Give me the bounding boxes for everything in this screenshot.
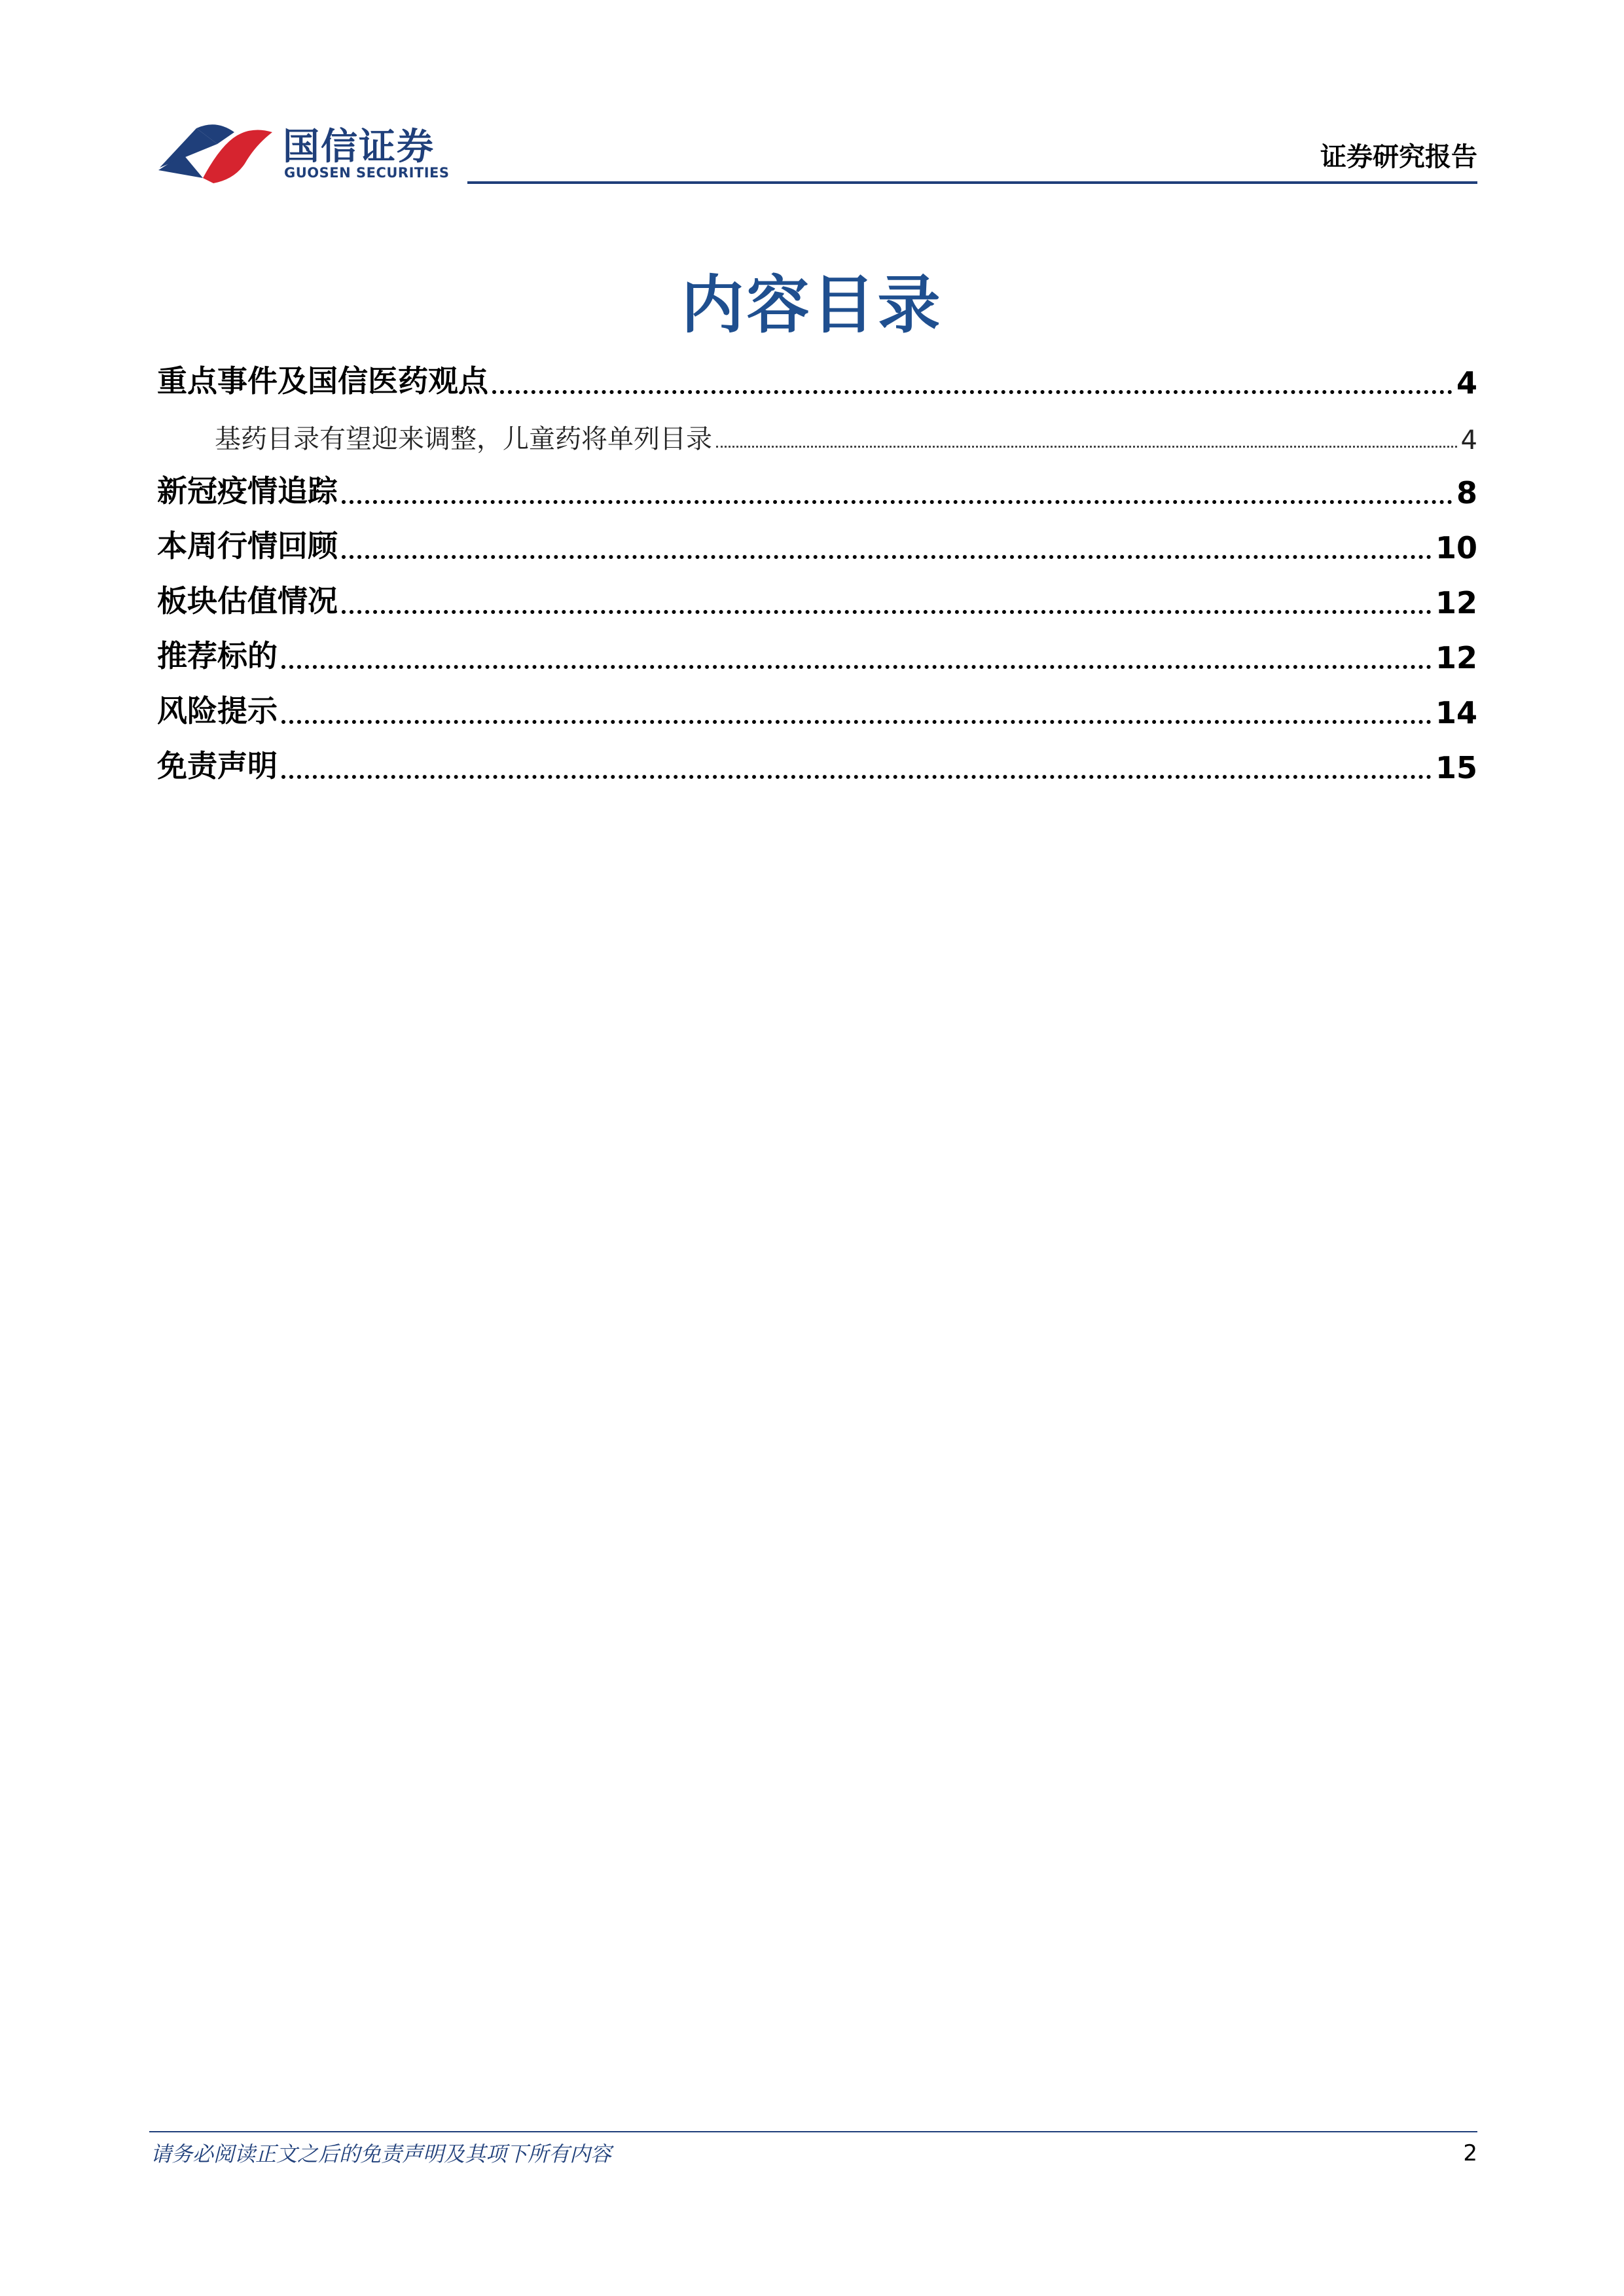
- toc-entry-page: 4: [1456, 365, 1477, 401]
- toc-entry-label: 风险提示: [157, 693, 278, 728]
- toc-entry-page: 4: [1460, 425, 1477, 456]
- page-title: 内容目录: [681, 268, 943, 342]
- toc-leader-dots: [492, 390, 1453, 394]
- header-divider: [467, 181, 1477, 184]
- toc-entry-risk-warning[interactable]: [157, 675, 1477, 730]
- toc-entry-label: 推荐标的: [157, 638, 278, 673]
- footer-divider: [149, 2131, 1477, 2132]
- toc-entry-market-review[interactable]: [157, 511, 1477, 565]
- logo-text-cn: 国信证券: [283, 126, 435, 168]
- toc-entry-label: 本周行情回顾: [157, 528, 338, 564]
- toc-leader-dots: [281, 775, 1432, 779]
- toc-entry-label: 免责声明: [157, 748, 278, 783]
- toc-entry-essential-drug-list[interactable]: [157, 401, 1477, 456]
- toc-leader-dots: [281, 665, 1432, 669]
- toc-entry-page: 12: [1435, 585, 1477, 620]
- toc-entry-label: 重点事件及国信医药观点: [157, 363, 488, 399]
- toc-entry-valuation[interactable]: [157, 565, 1477, 620]
- toc-entry-covid-tracking[interactable]: [157, 456, 1477, 511]
- toc-leader-dots: [342, 610, 1432, 614]
- toc-entry-label: 基药目录有望迎来调整，儿童药将单列目录: [215, 424, 712, 454]
- toc-leader-dots: [716, 446, 1457, 448]
- report-type: 证券研究报告: [1320, 142, 1477, 172]
- toc-entry-page: 12: [1435, 640, 1477, 675]
- footer-disclaimer-note: 请务必阅读正文之后的免责声明及其项下所有内容: [151, 2142, 612, 2166]
- toc-entry-recommendations[interactable]: [157, 620, 1477, 675]
- toc-entry-label: 板块估值情况: [157, 583, 338, 619]
- toc-leader-dots: [281, 720, 1432, 724]
- toc-entry-page: 8: [1456, 475, 1477, 511]
- guosen-logo-icon: [157, 115, 275, 187]
- toc-entry-disclaimer[interactable]: [157, 730, 1477, 785]
- page-number: 2: [1463, 2140, 1477, 2166]
- guosen-logo: [157, 115, 450, 187]
- toc-entry-key-events[interactable]: [157, 346, 1477, 401]
- toc-entry-page: 15: [1435, 750, 1477, 785]
- toc-entry-page: 10: [1435, 530, 1477, 565]
- toc-leader-dots: [342, 555, 1432, 559]
- toc-entry-label: 新冠疫情追踪: [157, 473, 338, 509]
- logo-text-en: GUOSEN SECURITIES: [284, 165, 450, 181]
- toc-leader-dots: [342, 500, 1453, 504]
- toc-entry-page: 14: [1435, 695, 1477, 730]
- table-of-contents: [157, 346, 1477, 785]
